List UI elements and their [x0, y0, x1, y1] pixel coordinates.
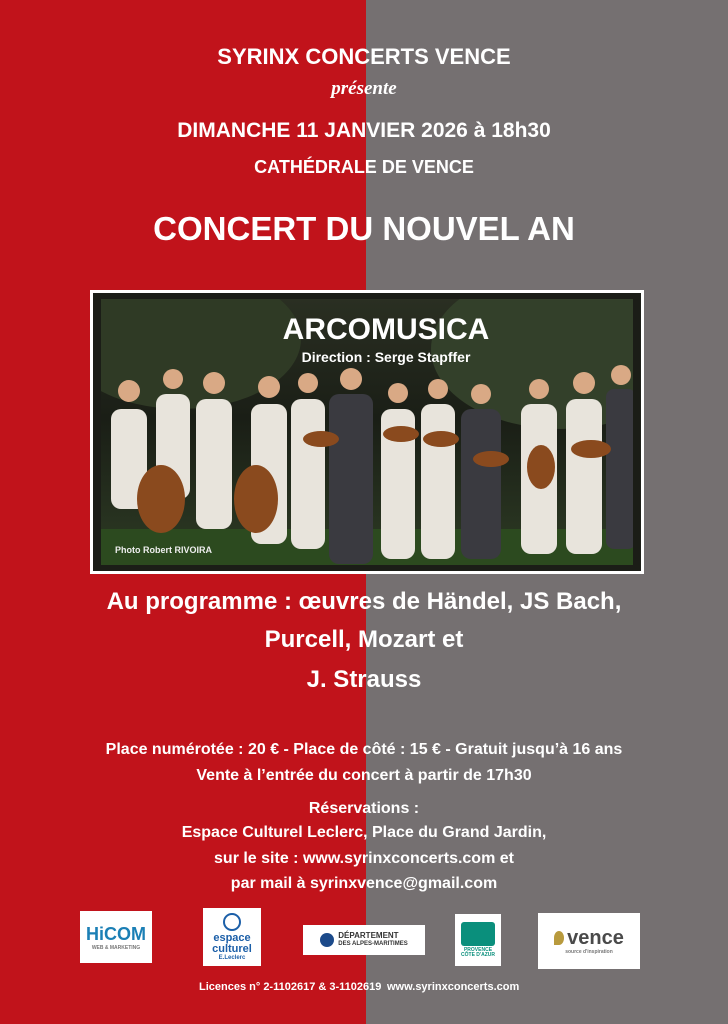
ensemble-photo	[101, 299, 633, 565]
ensemble-photo-frame	[90, 290, 644, 574]
reservations-line-2: sur le site : www.syrinxconcerts.com et	[214, 850, 514, 867]
espace-culturel-logo	[203, 908, 261, 966]
vence-logo-text: vence	[567, 926, 624, 949]
event-date: DIMANCHE 11 JANVIER 2026 à 18h30	[177, 119, 551, 142]
hicom-logo-text: HiCOM	[86, 923, 146, 944]
footer-website[interactable]: www.syrinxconcerts.com	[387, 981, 520, 993]
espace-logo-line-3: E.Leclerc	[218, 955, 246, 961]
vence-logo-subtext: source d'inspiration	[565, 948, 613, 955]
photo-credit: Photo Robert RIVOIRA	[115, 545, 212, 555]
department-emblem-icon	[320, 933, 334, 947]
reservations-title: Réservations :	[308, 800, 420, 817]
program-line-2: Purcell, Mozart et	[264, 626, 464, 653]
ticket-sale-info: Vente à l’entrée du concert à partir de 17h30	[196, 767, 532, 784]
concert-title: CONCERT DU NOUVEL AN	[153, 210, 575, 247]
department-text-group	[338, 932, 407, 947]
program-line-3: J. Strauss	[306, 666, 422, 693]
ensemble-director: Direction : Serge Stapffer	[301, 349, 471, 365]
vence-logo-row	[554, 928, 624, 948]
event-venue: CATHÉDRALE DE VENCE	[254, 157, 474, 177]
ticket-prices: Place numérotée : 20 € - Place de côté : 15 € - Gratuit jusqu’à 16 ans	[105, 741, 623, 758]
organizer-name: SYRINX CONCERTS VENCE	[217, 44, 511, 69]
ensemble-name: ARCOMUSICA	[282, 313, 490, 346]
vence-logo	[538, 913, 640, 969]
department-line-1: DÉPARTEMENT	[338, 931, 399, 941]
credit-agricole-line-2: CÔTE D'AZUR	[461, 952, 495, 958]
licences-text: Licences n° 2-1102617 & 3-1102619	[199, 981, 382, 993]
eye-icon	[223, 913, 241, 931]
reservations-line-1: Espace Culturel Leclerc, Place du Grand Jardin,	[181, 824, 547, 841]
espace-logo-line-1: espace	[213, 932, 251, 944]
credit-agricole-line-1: PROVENCE	[463, 947, 493, 953]
hicom-logo-subtext: WEB & MARKETING	[91, 944, 141, 951]
credit-agricole-logo	[455, 914, 501, 966]
alpes-maritimes-logo	[303, 925, 425, 955]
hicom-logo	[80, 911, 152, 963]
program-line-1: Au programme : œuvres de Händel, JS Bach,	[106, 588, 622, 615]
espace-logo-line-2: culturel	[212, 943, 252, 955]
presents-text: présente	[331, 78, 397, 99]
department-line-2: DES ALPES-MARITIMES	[338, 941, 408, 948]
map-pin-icon	[554, 931, 564, 945]
reservations-line-3: par mail à syrinxvence@gmail.com	[230, 875, 498, 892]
credit-agricole-icon	[461, 922, 495, 946]
